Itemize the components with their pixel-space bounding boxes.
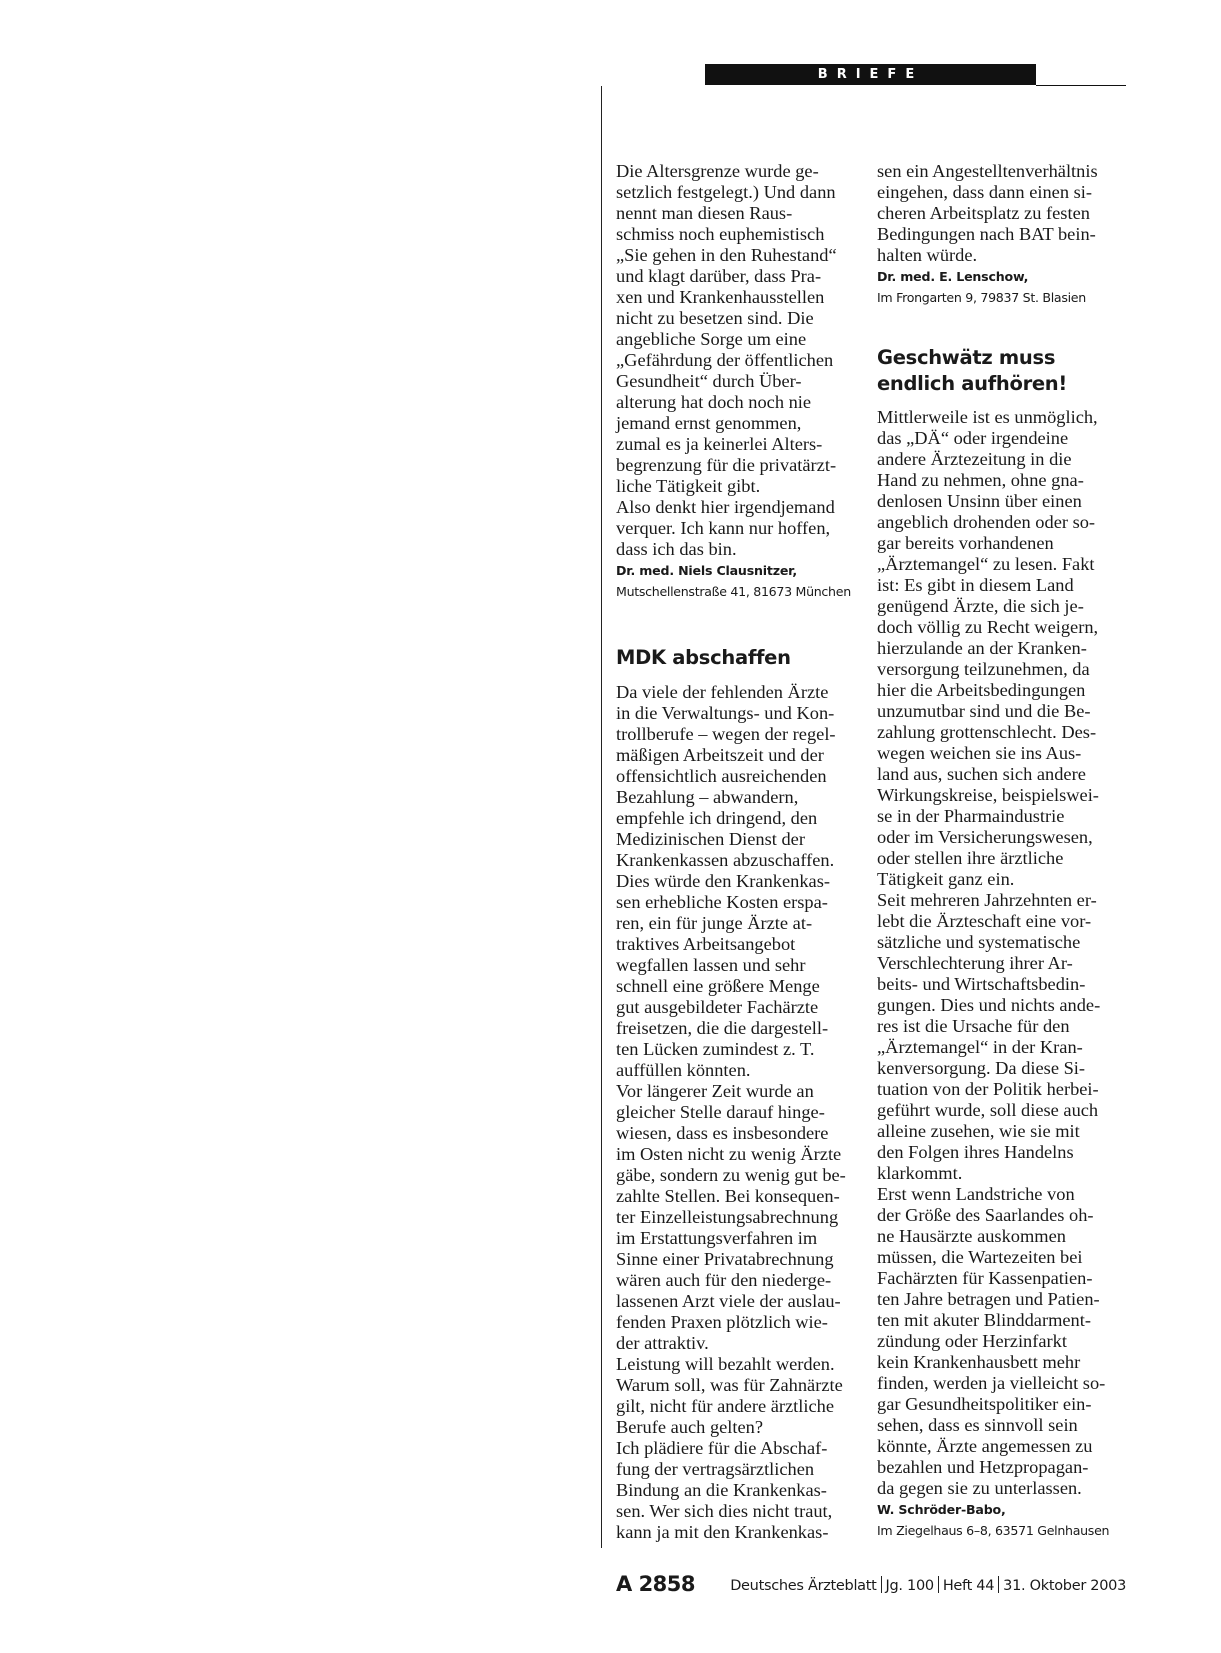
text-line: offensichtlich ausreichenden bbox=[616, 766, 827, 786]
letter-heading bbox=[877, 345, 1133, 397]
column-rule bbox=[601, 86, 602, 1548]
section-banner: BRIEFE bbox=[705, 64, 1036, 85]
text-line: oder im Versicherungswesen, bbox=[877, 827, 1093, 847]
text-line: das „DÄ“ oder irgendeine bbox=[877, 428, 1069, 448]
heading-line: endlich aufhören! bbox=[877, 372, 1067, 395]
text-line: angebliche Sorge um eine bbox=[616, 329, 807, 349]
text-line: Medizinischen Dienst der bbox=[616, 829, 805, 849]
text-line: gilt, nicht für andere ärztliche bbox=[616, 1396, 835, 1416]
text-line: Mittlerweile ist es unmöglich, bbox=[877, 407, 1098, 427]
text-line: ten mit akuter Blinddarment- bbox=[877, 1310, 1091, 1330]
text-line: Seit mehreren Jahrzehnten er- bbox=[877, 890, 1097, 910]
text-line: Berufe auch gelten? bbox=[616, 1417, 764, 1437]
text-line: müssen, die Wartezeiten bei bbox=[877, 1247, 1083, 1267]
text-line: zündung oder Herzinfarkt bbox=[877, 1331, 1067, 1351]
text-line: alleine zusehen, wie sie mit bbox=[877, 1121, 1080, 1141]
text-line: wiesen, dass es insbesondere bbox=[616, 1123, 829, 1143]
text-line: Warum soll, was für Zahnärzte bbox=[616, 1375, 843, 1395]
text-line: „Sie gehen in den Ruhestand“ bbox=[616, 245, 837, 265]
text-line: wegfallen lassen und sehr bbox=[616, 955, 806, 975]
text-line: ten Lücken zumindest z. T. bbox=[616, 1039, 815, 1059]
signature-name: W. Schröder-Babo, bbox=[877, 1502, 1006, 1517]
text-line: „Ärztemangel“ in der Kran- bbox=[877, 1037, 1083, 1057]
text-line: Dies würde den Krankenkas- bbox=[616, 871, 830, 891]
text-line: schmiss noch euphemistisch bbox=[616, 224, 825, 244]
text-line: im Erstattungsverfahren im bbox=[616, 1228, 818, 1248]
text-line: gar Gesundheitspolitiker ein- bbox=[877, 1394, 1092, 1414]
text-line: ter Einzelleistungsabrechnung bbox=[616, 1207, 839, 1227]
text-line: angeblich drohenden oder so- bbox=[877, 512, 1096, 532]
heading-line: Geschwätz muss bbox=[877, 346, 1056, 369]
text-line: empfehle ich dringend, den bbox=[616, 808, 818, 828]
text-line: in die Verwaltungs- und Kon- bbox=[616, 703, 835, 723]
letter-heading: MDK abschaffen bbox=[616, 646, 791, 669]
text-line: oder stellen ihre ärztliche bbox=[877, 848, 1064, 868]
text-line: fung der vertragsärztlichen bbox=[616, 1459, 815, 1479]
text-line: Also denkt hier irgendjemand bbox=[616, 497, 835, 517]
text-line: der attraktiv. bbox=[616, 1333, 709, 1353]
text-line: ren, ein für junge Ärzte at- bbox=[616, 913, 813, 933]
text-line: land aus, suchen sich andere bbox=[877, 764, 1086, 784]
text-line: Bindung an die Krankenkas- bbox=[616, 1480, 827, 1500]
text-line: xen und Krankenhausstellen bbox=[616, 287, 825, 307]
text-line: kenversorgung. Da diese Si- bbox=[877, 1058, 1086, 1078]
text-line: unzumutbar sind und die Be- bbox=[877, 701, 1091, 721]
text-line: tuation von der Politik herbei- bbox=[877, 1079, 1099, 1099]
text-line: sen ein Angestelltenverhältnis bbox=[877, 161, 1098, 181]
signature-name: Dr. med. Niels Clausnitzer, bbox=[616, 563, 797, 578]
text-line: doch völlig zu Recht weigern, bbox=[877, 617, 1099, 637]
text-line: genügend Ärzte, die sich je- bbox=[877, 596, 1084, 616]
text-line: lebt die Ärzteschaft eine vor- bbox=[877, 911, 1092, 931]
signature-address: Mutschellenstraße 41, 81673 München bbox=[616, 584, 851, 599]
text-line: finden, werden ja vielleicht so- bbox=[877, 1373, 1106, 1393]
text-line: könnte, Ärzte angemessen zu bbox=[877, 1436, 1093, 1456]
text-line: beits- und Wirtschaftsbedin- bbox=[877, 974, 1086, 994]
text-line: Fachärzten für Kassenpatien- bbox=[877, 1268, 1093, 1288]
text-line: nicht zu besetzen sind. Die bbox=[616, 308, 814, 328]
text-line: geführt wurde, soll diese auch bbox=[877, 1100, 1099, 1120]
text-line: Wirkungskreise, beispielswei- bbox=[877, 785, 1099, 805]
text-line: den Folgen ihres Handelns bbox=[877, 1142, 1074, 1162]
text-line: gleicher Stelle darauf hinge- bbox=[616, 1102, 825, 1122]
text-line: Die Altersgrenze wurde ge- bbox=[616, 161, 819, 181]
text-line: hierzulande an der Kranken- bbox=[877, 638, 1087, 658]
text-line: kein Krankenhausbett mehr bbox=[877, 1352, 1081, 1372]
text-line: trollberufe – wegen der regel- bbox=[616, 724, 836, 744]
text-line: andere Ärztezeitung in die bbox=[877, 449, 1072, 469]
top-rule bbox=[1036, 85, 1126, 86]
text-line: lassenen Arzt viele der auslau- bbox=[616, 1291, 841, 1311]
text-line: ten Jahre betragen und Patien- bbox=[877, 1289, 1100, 1309]
signature-address: Im Ziegelhaus 6–8, 63571 Gelnhausen bbox=[877, 1523, 1110, 1538]
text-line: klarkommt. bbox=[877, 1163, 963, 1183]
text-line: alterung hat doch noch nie bbox=[616, 392, 812, 412]
text-line: schnell eine größere Menge bbox=[616, 976, 820, 996]
publication-info bbox=[730, 1576, 1126, 1594]
text-line: auffüllen könnten. bbox=[616, 1060, 751, 1080]
text-line: sen erhebliche Kosten erspa- bbox=[616, 892, 828, 912]
text-line: dass ich das bin. bbox=[616, 539, 737, 559]
signature-address: Im Frongarten 9, 79837 St. Blasien bbox=[877, 290, 1086, 305]
volume: Jg. 100 bbox=[885, 1578, 934, 1594]
text-line: kann ja mit den Krankenkas- bbox=[616, 1522, 829, 1542]
text-line: Vor längerer Zeit wurde an bbox=[616, 1081, 814, 1101]
text-line: Bedingungen nach BAT bein- bbox=[877, 224, 1096, 244]
text-line: Ich plädiere für die Abschaf- bbox=[616, 1438, 828, 1458]
letter-body bbox=[616, 682, 872, 1543]
text-line: Leistung will bezahlt werden. bbox=[616, 1354, 835, 1374]
page-footer bbox=[616, 1574, 1126, 1598]
text-line: cheren Arbeitsplatz zu festen bbox=[877, 203, 1090, 223]
text-line: Tätigkeit ganz ein. bbox=[877, 869, 1015, 889]
letter-body bbox=[877, 407, 1133, 1499]
text-line: wegen weichen sie ins Aus- bbox=[877, 743, 1082, 763]
text-line: fenden Praxen plötzlich wie- bbox=[616, 1312, 828, 1332]
issue-date: 31. Oktober 2003 bbox=[1003, 1578, 1126, 1594]
text-line: wären auch für den niederge- bbox=[616, 1270, 832, 1290]
text-line: Krankenkassen abzuschaffen. bbox=[616, 850, 835, 870]
text-line: „Gefährdung der öffentlichen bbox=[616, 350, 834, 370]
text-line: res ist die Ursache für den bbox=[877, 1016, 1070, 1036]
text-line: verquer. Ich kann nur hoffen, bbox=[616, 518, 831, 538]
text-line: ist: Es gibt in diesem Land bbox=[877, 575, 1074, 595]
text-line: zumal es ja keinerlei Alters- bbox=[616, 434, 823, 454]
text-line: ne Hausärzte auskommen bbox=[877, 1226, 1066, 1246]
text-line: bezahlen und Hetzpropagan- bbox=[877, 1457, 1089, 1477]
text-line: sen. Wer sich dies nicht traut, bbox=[616, 1501, 833, 1521]
text-line: traktives Arbeitsangebot bbox=[616, 934, 796, 954]
text-line: versorgung teilzunehmen, da bbox=[877, 659, 1090, 679]
text-line: hier die Arbeitsbedingungen bbox=[877, 680, 1086, 700]
text-line: zahlung grottenschlecht. Des- bbox=[877, 722, 1097, 742]
text-line: halten würde. bbox=[877, 245, 978, 265]
separator bbox=[998, 1576, 999, 1593]
text-line: sehen, dass es sinnvoll sein bbox=[877, 1415, 1078, 1435]
text-line: liche Tätigkeit gibt. bbox=[616, 476, 761, 496]
text-line: freisetzen, die die dargestell- bbox=[616, 1018, 829, 1038]
right-column bbox=[877, 161, 1133, 1541]
text-line: nennt man diesen Raus- bbox=[616, 203, 793, 223]
text-line: „Ärztemangel“ zu lesen. Fakt bbox=[877, 554, 1095, 574]
text-line: gungen. Dies und nichts ande- bbox=[877, 995, 1101, 1015]
text-line: gäbe, sondern zu wenig gut be- bbox=[616, 1165, 846, 1185]
text-line: se in der Pharmaindustrie bbox=[877, 806, 1065, 826]
text-line: setzlich festgelegt.) Und dann bbox=[616, 182, 836, 202]
text-line: gut ausgebildeter Fachärzte bbox=[616, 997, 819, 1017]
page-number: A 2858 bbox=[616, 1572, 696, 1596]
separator bbox=[881, 1576, 882, 1593]
issue: Heft 44 bbox=[942, 1578, 995, 1594]
text-line: zahlte Stellen. Bei konsequen- bbox=[616, 1186, 840, 1206]
text-line: der Größe des Saarlandes oh- bbox=[877, 1205, 1094, 1225]
text-line: Verschlechterung ihrer Ar- bbox=[877, 953, 1073, 973]
text-line: gar bereits vorhandenen bbox=[877, 533, 1054, 553]
text-line: mäßigen Arbeitszeit und der bbox=[616, 745, 824, 765]
text-line: Erst wenn Landstriche von bbox=[877, 1184, 1075, 1204]
left-column bbox=[616, 161, 872, 1543]
letter-body bbox=[616, 161, 872, 560]
text-line: da gegen sie zu unterlassen. bbox=[877, 1478, 1082, 1498]
text-line: denlosen Unsinn über einen bbox=[877, 491, 1082, 511]
text-line: Hand zu nehmen, ohne gna- bbox=[877, 470, 1084, 490]
text-line: jemand ernst genommen, bbox=[616, 413, 802, 433]
text-line: begrenzung für die privatärzt- bbox=[616, 455, 837, 475]
journal-name: Deutsches Ärzteblatt bbox=[730, 1578, 877, 1594]
text-line: und klagt darüber, dass Pra- bbox=[616, 266, 822, 286]
text-line: eingehen, dass dann einen si- bbox=[877, 182, 1093, 202]
text-line: Da viele der fehlenden Ärzte bbox=[616, 682, 829, 702]
text-line: Bezahlung – abwandern, bbox=[616, 787, 799, 807]
letter-body bbox=[877, 161, 1133, 266]
text-line: im Osten nicht zu wenig Ärzte bbox=[616, 1144, 842, 1164]
text-line: sätzliche und systematische bbox=[877, 932, 1081, 952]
text-line: Sinne einer Privatabrechnung bbox=[616, 1249, 834, 1269]
separator bbox=[938, 1576, 939, 1593]
text-line: Gesundheit“ durch Über- bbox=[616, 371, 802, 391]
signature-name: Dr. med. E. Lenschow, bbox=[877, 269, 1029, 284]
